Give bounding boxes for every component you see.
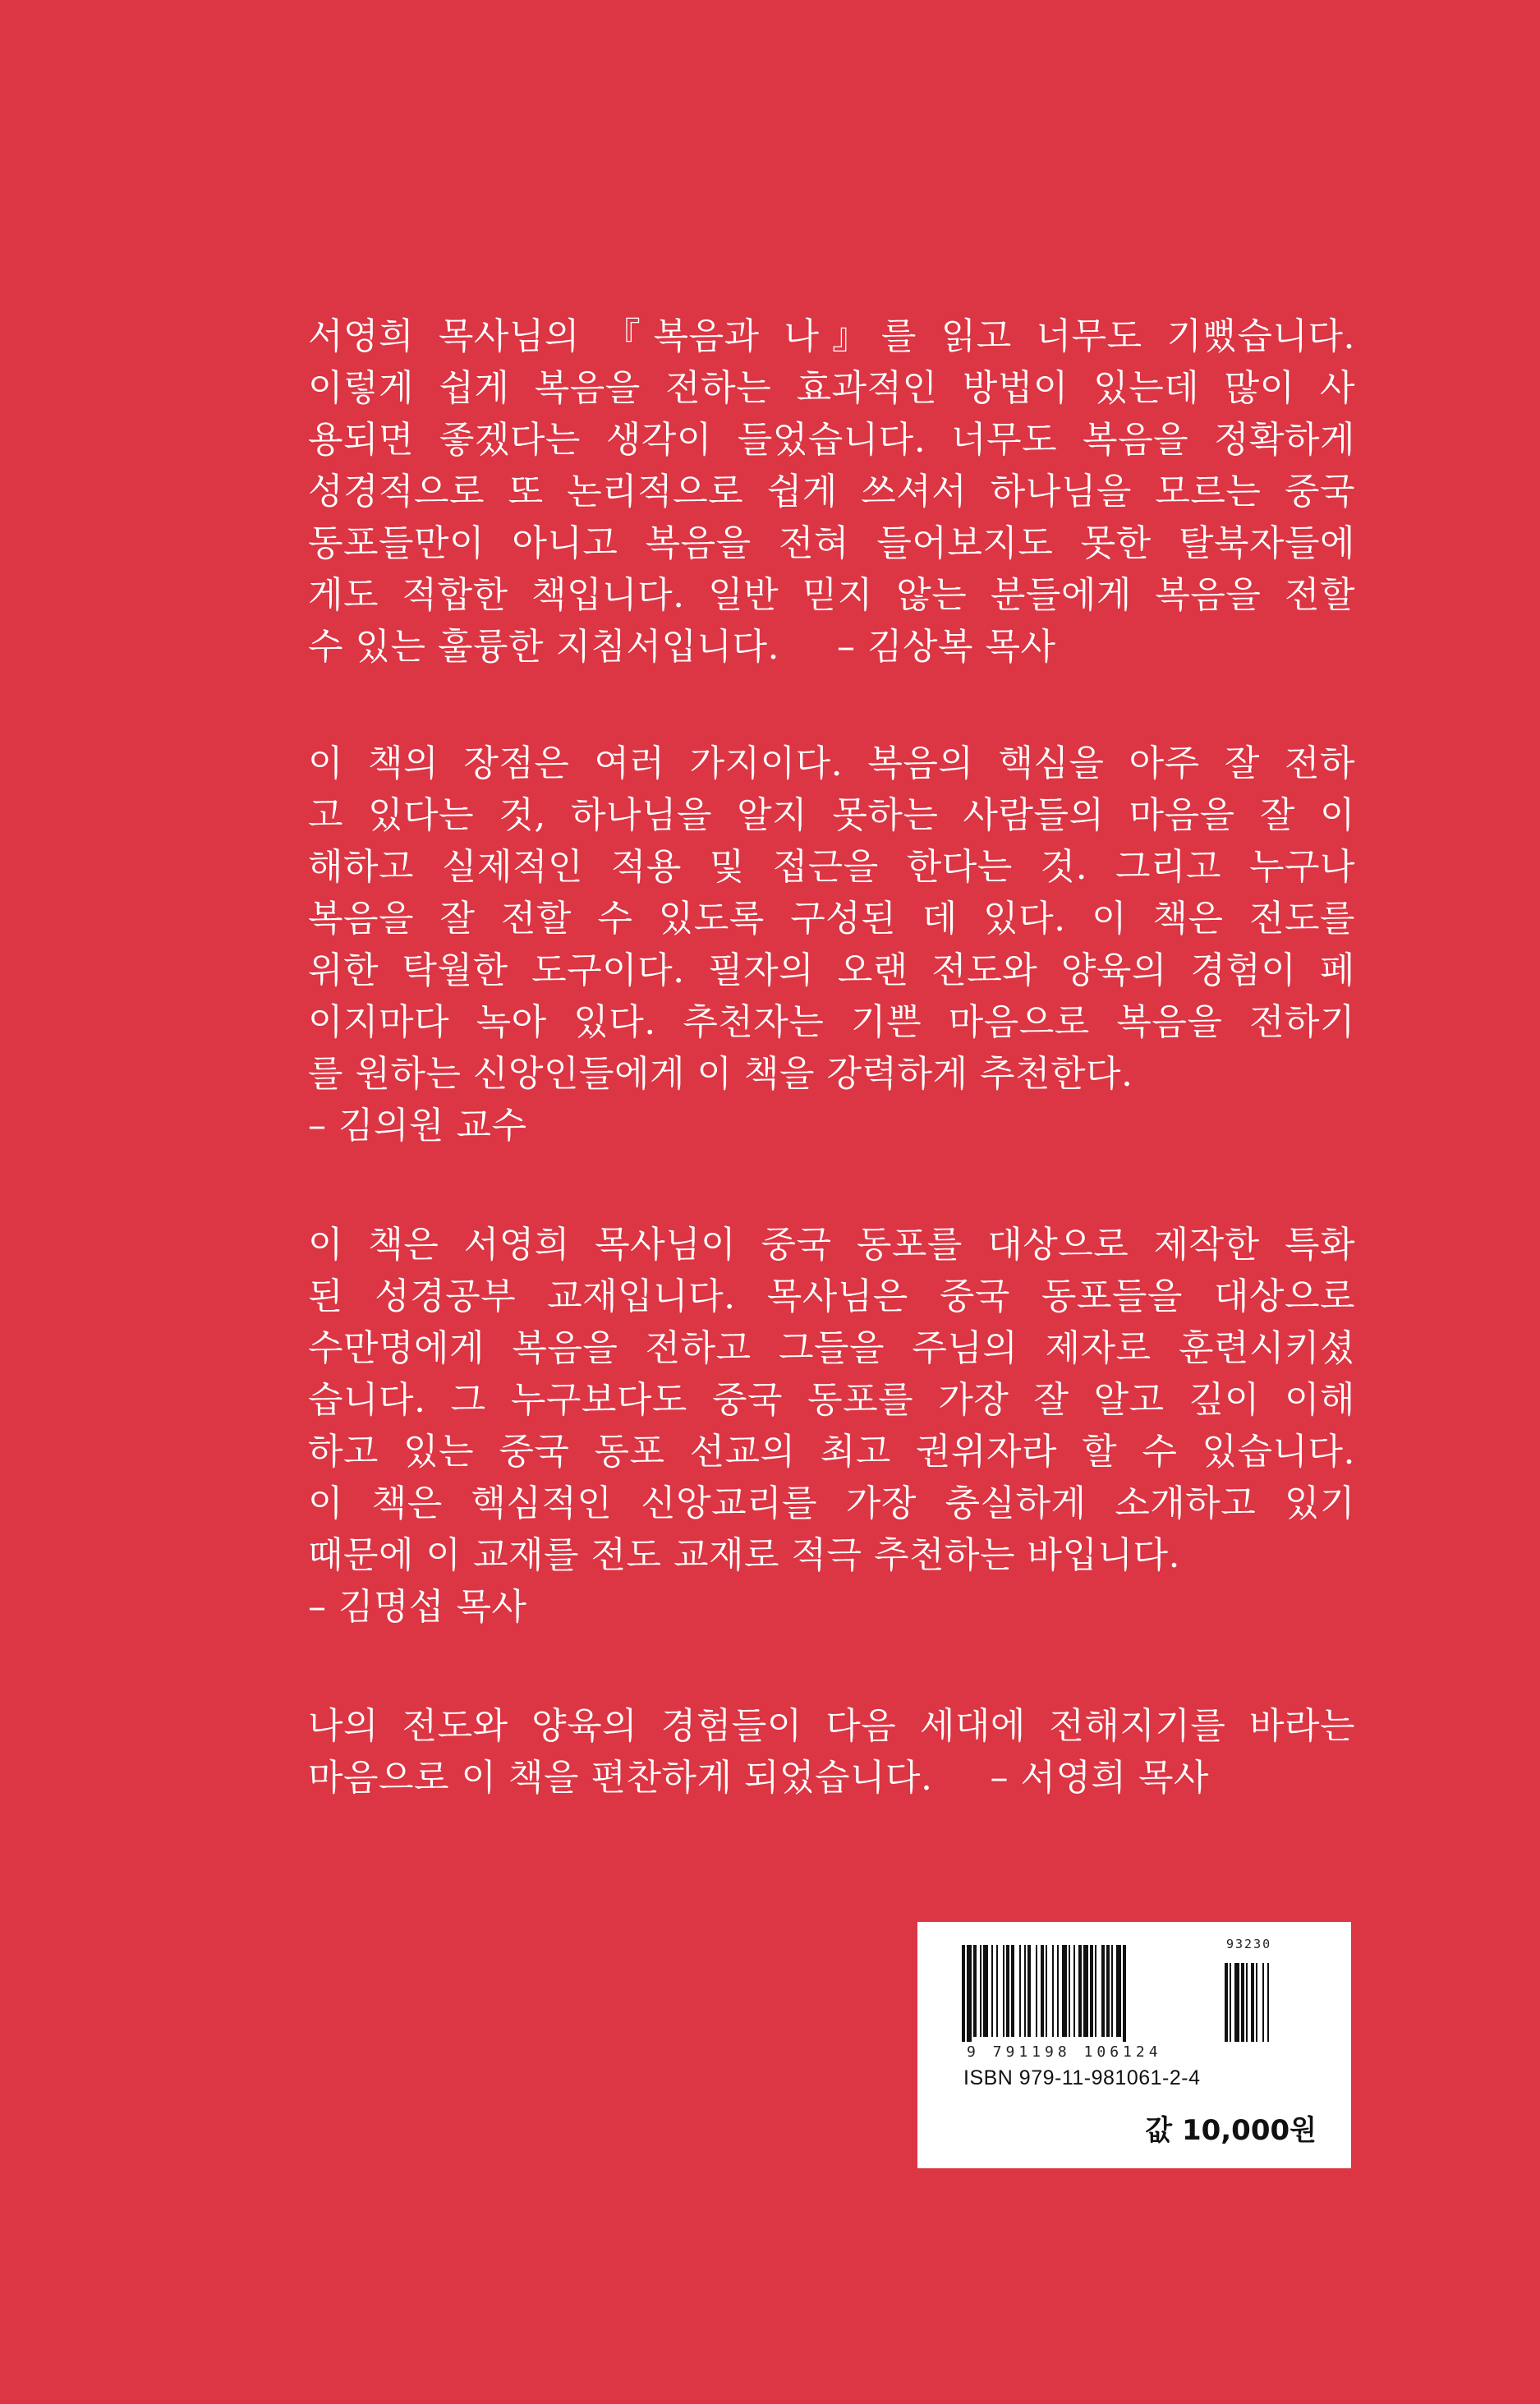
text-line: 하고 있는 중국 동포 선교의 최고 권위자라 할 수 있습니다. — [308, 1431, 1355, 1473]
price-label: 값 10,000원 — [1145, 2114, 1317, 2147]
text-line: 마음으로 이 책을 편찬하게 되었습니다. — [308, 1757, 933, 1799]
text-line: 습니다. 그 누구보다도 중국 동포를 가장 잘 알고 깊이 이해 — [308, 1379, 1355, 1421]
text-line: 성경적으로 또 논리적으로 쉽게 쓰셔서 하나님을 모르는 중국 — [308, 471, 1355, 513]
text-line: 수 있는 훌륭한 지침서입니다. — [308, 626, 779, 668]
text-line: 위한 탁월한 도구이다. 필자의 오랜 전도와 양육의 경험이 페 — [308, 949, 1355, 991]
text-line: 때문에 이 교재를 전도 교재로 적극 추천하는 바입니다. — [308, 1534, 1180, 1576]
text-line: 해하고 실제적인 적용 및 접근을 한다는 것. 그리고 누구나 — [308, 846, 1355, 888]
text-line: 이 책은 핵심적인 신앙교리를 가장 충실하게 소개하고 있기 — [308, 1482, 1355, 1524]
barcode-digits: 9 791198 106124 — [967, 2043, 1162, 2061]
endorsement-paragraph-1 — [308, 310, 1355, 673]
barcode-box — [917, 1922, 1351, 2168]
endorser-signature: – 김의원 교수 — [308, 1105, 527, 1147]
text-line: 게도 적합한 책입니다. 일반 믿지 않는 분들에게 복음을 전할 — [308, 574, 1355, 616]
isbn-barcode-icon — [962, 1945, 1307, 2043]
text-line: 고 있다는 것, 하나님을 알지 못하는 사람들의 마음을 잘 이 — [308, 794, 1355, 836]
endorsement-paragraph-3 — [308, 1219, 1355, 1633]
author-note-paragraph — [308, 1700, 1355, 1804]
text-line: 이렇게 쉽게 복음을 전하는 효과적인 방법이 있는데 많이 사 — [308, 367, 1355, 409]
barcode-addon-digits: 93230 — [1226, 1937, 1272, 1951]
isbn-number: ISBN 979-11-981061-2-4 — [963, 2066, 1201, 2089]
endorser-signature: – 김상복 목사 — [837, 626, 1056, 668]
text-line: 복음을 잘 전할 수 있도록 구성된 데 있다. 이 책은 전도를 — [308, 898, 1355, 940]
text-line: 를 원하는 신앙인들에게 이 책을 강력하게 추천한다. — [308, 1053, 1133, 1095]
text-line: 동포들만이 아니고 복음을 전혀 들어보지도 못한 탈북자들에 — [308, 522, 1355, 564]
text-line: 용되면 좋겠다는 생각이 들었습니다. 너무도 복음을 정확하게 — [308, 419, 1355, 461]
endorsement-paragraph-2 — [308, 738, 1355, 1151]
text-line: 나의 전도와 양육의 경험들이 다음 세대에 전해지기를 바라는 — [308, 1705, 1355, 1747]
text-line: 된 성경공부 교재입니다. 목사님은 중국 동포들을 대상으로 — [308, 1276, 1355, 1317]
text-line: 이 책은 서영희 목사님이 중국 동포를 대상으로 제작한 특화 — [308, 1224, 1355, 1266]
text-line: 이지마다 녹아 있다. 추천자는 기쁜 마음으로 복음을 전하기 — [308, 1001, 1355, 1043]
text-line: 서영희 목사님의 『복음과 나』를 읽고 너무도 기뻤습니다. — [308, 315, 1355, 357]
text-line-with-signature — [308, 621, 1355, 673]
text-line: 수만명에게 복음을 전하고 그들을 주님의 제자로 훈련시키셨 — [308, 1327, 1355, 1369]
text-line: 이 책의 장점은 여러 가지이다. 복음의 핵심을 아주 잘 전하 — [308, 742, 1355, 784]
text-line-with-signature — [308, 1752, 1355, 1804]
author-signature: – 서영희 목사 — [990, 1757, 1209, 1799]
endorser-signature: – 김명섭 목사 — [308, 1586, 527, 1628]
